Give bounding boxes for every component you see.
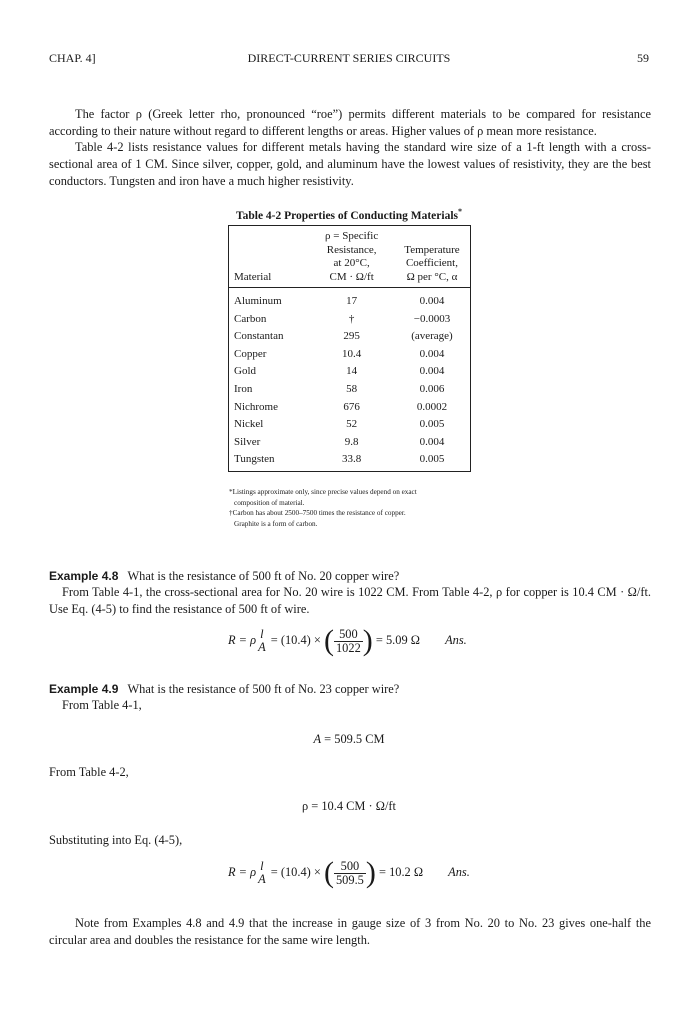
cell-material: Copper bbox=[234, 347, 267, 360]
frac-num: l bbox=[260, 859, 264, 873]
cell-resistance: 33.8 bbox=[342, 453, 362, 466]
header-coefficient bbox=[394, 226, 471, 288]
cell-resistance: 9.8 bbox=[344, 435, 359, 448]
conducting-materials-table bbox=[228, 225, 471, 472]
cell-coefficient: (average) bbox=[411, 330, 453, 343]
answer-label: Ans. bbox=[445, 632, 467, 647]
fraction-500-509-5 bbox=[334, 860, 366, 887]
header-coefficient-line: Coefficient, bbox=[405, 257, 458, 269]
header-resistance-line: CM · Ω/ft bbox=[329, 270, 374, 283]
table-row bbox=[229, 381, 471, 399]
closing-note bbox=[49, 915, 651, 949]
header-coefficient-line: Ω per °C, α bbox=[406, 270, 458, 283]
eq-rho: ρ = 10.4 CM · Ω/ft bbox=[302, 799, 396, 813]
example-4-8-label: Example 4.8 bbox=[49, 569, 119, 583]
table-row bbox=[229, 416, 471, 434]
cell-resistance: 10.4 bbox=[342, 347, 362, 360]
example-4-9-label: Example 4.9 bbox=[49, 682, 119, 696]
cell-coefficient: 0.005 bbox=[419, 418, 445, 431]
cell-coefficient: 0.006 bbox=[419, 382, 445, 395]
left-paren: ( bbox=[323, 624, 334, 657]
paragraph-table-intro bbox=[49, 139, 651, 189]
header-resistance-line: at 20°C, bbox=[333, 257, 370, 269]
cell-coefficient: 0.004 bbox=[419, 365, 445, 378]
table-row bbox=[229, 311, 471, 329]
header-resistance bbox=[309, 226, 394, 288]
right-paren: ) bbox=[362, 624, 373, 657]
cell-resistance: 676 bbox=[343, 400, 360, 413]
running-title: DIRECT-CURRENT SERIES CIRCUITS bbox=[247, 51, 451, 65]
table-footnotes bbox=[229, 487, 479, 529]
cell-coefficient: 0.004 bbox=[419, 295, 445, 307]
cell-resistance: † bbox=[348, 312, 355, 325]
example-4-9-equation bbox=[228, 858, 470, 888]
cell-resistance: 58 bbox=[346, 382, 358, 395]
example-4-9-substituting: Substituting into Eq. (4-5), bbox=[49, 833, 183, 847]
paragraph-rho-text: The factor ρ (Greek letter rho, pronounced “roe”) permits different materials to be compared for resistance according to their nature without regard to different lengths or areas. Higher values of ρ mean more resistance. bbox=[49, 107, 651, 138]
cell-material: Nichrome bbox=[234, 400, 278, 413]
table-row bbox=[229, 288, 471, 311]
cell-material: Gold bbox=[234, 365, 256, 378]
example-4-9-from-table-4-1: From Table 4-1, bbox=[62, 698, 142, 712]
header-coefficient-line: Temperature bbox=[404, 243, 460, 256]
eq-area bbox=[0, 731, 698, 748]
cell-coefficient: 0.004 bbox=[419, 347, 445, 360]
answer-label: Ans. bbox=[448, 864, 470, 879]
cell-material: Silver bbox=[234, 435, 261, 448]
table-caption-mark: * bbox=[458, 207, 462, 216]
cell-material: Carbon bbox=[234, 312, 267, 325]
table-row bbox=[229, 363, 471, 381]
cell-resistance: 14 bbox=[346, 365, 358, 378]
frac-den: A bbox=[258, 872, 266, 886]
eq-area-rest: = 509.5 CM bbox=[321, 732, 385, 746]
table-row bbox=[229, 346, 471, 364]
footnote-dagger: †Carbon has about 2500–7500 times the resistance of copper. bbox=[229, 509, 406, 517]
frac-den: A bbox=[258, 640, 266, 654]
frac-num: 500 bbox=[334, 628, 363, 642]
footnote-star: *Listings approximate only, since precise values depend on exact bbox=[229, 488, 417, 496]
footnote-dagger-cont: Graphite is a form of carbon. bbox=[234, 519, 318, 528]
frac-num: l bbox=[260, 627, 264, 641]
eq-middle: = (10.4) × bbox=[270, 632, 321, 647]
fraction-500-1022 bbox=[334, 628, 363, 655]
cell-resistance: 52 bbox=[346, 418, 358, 431]
header-resistance-line: Resistance, bbox=[326, 243, 377, 256]
eq-lhs: R = ρ bbox=[228, 864, 257, 879]
frac-num: 500 bbox=[334, 860, 366, 874]
footnote-star-cont: composition of material. bbox=[234, 498, 305, 507]
cell-coefficient: −0.0003 bbox=[413, 312, 451, 325]
left-paren: ( bbox=[323, 856, 334, 889]
table-row bbox=[229, 328, 471, 346]
cell-material: Constantan bbox=[234, 330, 284, 343]
example-4-8-question: What is the resistance of 500 ft of No. 20 copper wire? bbox=[127, 569, 400, 583]
closing-note-text: Note from Examples 4.8 and 4.9 that the increase in gauge size of 3 from No. 20 to No. 23 gives one-half the circular area and doubles the resistance for the same wire length. bbox=[49, 916, 651, 947]
example-4-9-question: What is the resistance of 500 ft of No. 23 copper wire? bbox=[127, 682, 400, 696]
fraction-l-over-a bbox=[256, 860, 268, 886]
eq-area-var: A bbox=[313, 732, 322, 746]
cell-material: Iron bbox=[234, 382, 253, 395]
table-row bbox=[229, 451, 471, 471]
table-caption bbox=[0, 207, 698, 222]
cell-material: Aluminum bbox=[234, 295, 282, 307]
table-header-row bbox=[229, 226, 471, 288]
cell-resistance: 17 bbox=[346, 295, 358, 307]
page-number: 59 bbox=[637, 51, 649, 65]
cell-coefficient: 0.004 bbox=[419, 435, 445, 448]
example-4-9-from-table-4-2: From Table 4-2, bbox=[49, 765, 129, 779]
eq-result: = 5.09 Ω bbox=[375, 632, 420, 647]
header-material: Material bbox=[229, 226, 310, 288]
right-paren: ) bbox=[365, 856, 376, 889]
table-row bbox=[229, 399, 471, 417]
example-4-8-heading bbox=[49, 568, 399, 585]
example-4-9-heading bbox=[49, 681, 399, 698]
eq-middle: = (10.4) × bbox=[270, 864, 321, 879]
cell-coefficient: 0.005 bbox=[419, 453, 445, 466]
table-caption-text: Table 4-2 Properties of Conducting Materials bbox=[236, 209, 458, 222]
example-4-8-solution: From Table 4-1, the cross-sectional area for No. 20 wire is 1022 CM. From Table 4-2, ρ for copper is 10.4 CM · Ω/ft. Use Eq. (4-5) to find the resistance of 500 ft of wire. bbox=[49, 585, 651, 616]
cell-coefficient: 0.0002 bbox=[416, 400, 448, 413]
table-row bbox=[229, 434, 471, 452]
eq-lhs: R = ρ bbox=[228, 632, 257, 647]
paragraph-rho bbox=[49, 106, 651, 140]
frac-den: 509.5 bbox=[335, 872, 364, 887]
eq-result: = 10.2 Ω bbox=[378, 864, 424, 879]
example-4-8-equation bbox=[228, 626, 467, 656]
frac-den: 1022 bbox=[335, 640, 361, 655]
chapter-label: CHAP. 4] bbox=[49, 51, 96, 65]
fraction-l-over-a bbox=[256, 628, 268, 654]
cell-material: Tungsten bbox=[234, 453, 275, 466]
cell-material: Nickel bbox=[234, 418, 264, 431]
header-resistance-line: ρ = Specific bbox=[325, 230, 379, 242]
cell-resistance: 295 bbox=[343, 330, 360, 343]
paragraph-table-intro-text: Table 4-2 lists resistance values for different metals having the standard wire size of a 1-ft length with a cross-sectional area of 1 CM. Since silver, copper, gold, and aluminum have the lowest values of resistivity, they are the best conductors. Tungsten and iron have a much higher resistivity. bbox=[49, 140, 651, 188]
